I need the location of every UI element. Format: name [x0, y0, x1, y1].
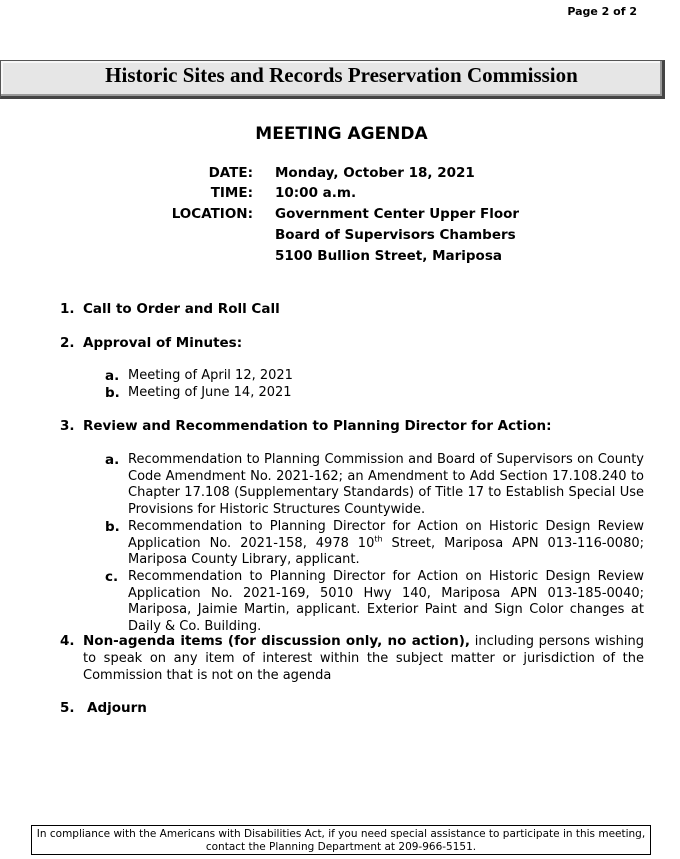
- subitem-text: Meeting of April 12, 2021: [128, 368, 293, 383]
- subitem-text: Recommendation to Planning Commission and Board of Supervisors on County Code Amendment No. 2021-162; an Amendment to Add Section 17.108.240 to Chapter 17.108 (Supplementary Standards) of Title 17 to Establish Special Use Provisions for Historic Structures Countywide.: [128, 452, 644, 517]
- subitem-text-part: Street, Mariposa APN 013-116-0080; Mariposa County Library, applicant.: [128, 535, 644, 567]
- location-line-2: Board of Supervisors Chambers: [275, 227, 516, 243]
- location-line-3: 5100 Bullion Street, Mariposa: [275, 248, 502, 264]
- item-heading: Review and Recommendation to Planning Director for Action:: [83, 418, 552, 434]
- item-number: 1.: [60, 301, 75, 317]
- item-heading: Adjourn: [87, 700, 147, 716]
- item-text: including persons wishing to speak on any item of interest within the subject matter or jurisdiction of the Commission that is not on the agenda: [83, 634, 645, 683]
- item-heading: Non-agenda items (for discussion only, no action),: [83, 633, 471, 649]
- footer-line-1: In compliance with the Americans with Disabilities Act, if you need special assistance to participate in this meeting,: [36, 828, 646, 840]
- subitem-text: Meeting of June 14, 2021: [128, 385, 292, 400]
- subitem-text: [128, 519, 644, 569]
- page-title: Historic Sites and Records Preservation Commission: [105, 63, 578, 87]
- location-label: LOCATION:: [171, 206, 253, 222]
- subitem-letter: a.: [105, 452, 120, 468]
- agenda-heading: MEETING AGENDA: [255, 124, 428, 144]
- item-number: 5.: [60, 700, 75, 716]
- time-label: TIME:: [210, 185, 253, 201]
- ordinal-suffix: th: [374, 534, 383, 544]
- item-heading: Approval of Minutes:: [83, 335, 243, 351]
- item-heading: Call to Order and Roll Call: [83, 301, 280, 317]
- item-number: 4.: [60, 633, 75, 649]
- time-value: 10:00 a.m.: [275, 185, 357, 201]
- subitem-letter: b.: [105, 519, 120, 535]
- page-number: Page 2 of 2: [567, 5, 637, 18]
- subitem-text-part: Recommendation to Planning Director for Action on Historic Design Review Application No. 2021-158, 4978 10: [128, 519, 644, 551]
- footer-line-2: contact the Planning Department at 209-966-5151.: [205, 841, 477, 853]
- date-value: Monday, October 18, 2021: [275, 165, 475, 181]
- subitem-text: Recommendation to Planning Director for Action on Historic Design Review Application No. 2021-169, 5010 Hwy 140, Mariposa APN 013-185-0040; Mariposa, Jaimie Martin, applicant. Exterior Paint and Sign Color changes at Daily & Co. Building.: [128, 569, 644, 634]
- date-label: DATE:: [208, 165, 253, 181]
- subitem-letter: a.: [105, 368, 120, 384]
- subitem-letter: c.: [105, 569, 119, 585]
- item-number: 2.: [60, 335, 75, 351]
- location-line-1: Government Center Upper Floor: [275, 206, 520, 222]
- subitem-letter: b.: [105, 385, 120, 401]
- ada-notice-footer: [31, 825, 651, 855]
- item-body: [83, 633, 644, 684]
- item-number: 3.: [60, 418, 75, 434]
